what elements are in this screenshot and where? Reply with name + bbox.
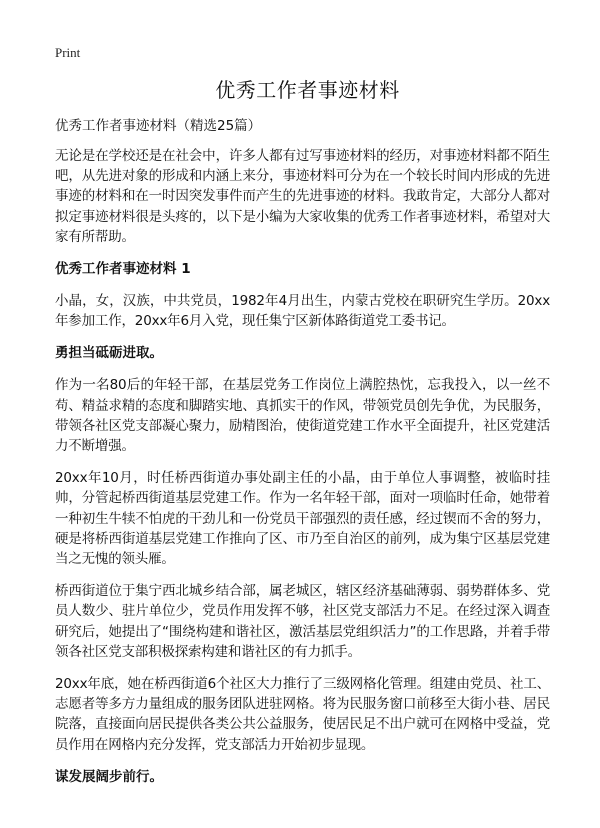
body-paragraph: 20xx年底，她在桥西街道6个社区大力推行了三级网格化管理。组建由党员、社工、志愿者等多方力量组成的服务团队进驻网格。将为民服务窗口前移至大街小巷、居民院落，直接面向居民提供各类公共公益服务，使居民足不出户就可在网格中受益，党员作用在网格内充分发挥，党支部活力开始初步显现。 [55, 676, 550, 753]
body-paragraph: 20xx年10月，时任桥西街道办事处副主任的小晶，由于单位人事调整，被临时挂帅，分管起桥西街道基层党建工作。作为一名年轻干部，面对一项临时任命，她带着一种初生牛犊不怕虎的干劲儿和一份党员干部强烈的责任感，经过锲而不舍的努力，硬是将桥西街道基层党建工作推向了区、市乃至自治区的前列，成为集宁区基层党建当之无愧的领头雁。 [55, 470, 550, 568]
intro-paragraph: 无论是在学校还是在社会中，许多人都有过写事迹材料的经历，对事迹材料都不陌生吧，从先进对象的形成和内涵上来分，事迹材料可分为在一个较长时间内形成的先进事迹的材料和在一时因突发事件而产生的先进事迹的材料。我敢肯定，大部分人都对拟定事迹材料很是头疼的，以下是小编为大家收集的优秀工作者事迹材料，希望对大家有所帮助。 [55, 148, 550, 245]
document-page [55, 44, 550, 799]
body-paragraph: 小晶，女，汉族，中共党员，1982年4月出生，内蒙古党校在职研究生学历。20xx年参加工作，20xx年6月入党，现任集宁区新体路街道党工委书记。 [55, 293, 550, 330]
section-heading: 勇担当砥砺进取。 [55, 345, 163, 362]
section-heading: 优秀工作者事迹材料 1 [55, 261, 191, 278]
body-paragraph: 作为一名80后的年轻干部，在基层党务工作岗位上满腔热忱，忘我投入，以一丝不苟、精益求精的态度和脚踏实地、真抓实干的作风，带领党员创先争优，为民服务，带领各社区党支部凝心聚力，励精图治，使街道党建工作水平全面提升，社区党建活力不断增强。 [55, 377, 550, 455]
body-paragraph: 桥西街道位于集宁西北城乡结合部，属老城区，辖区经济基础薄弱、弱势群体多、党员人数少、驻片单位少，党员作用发挥不够，社区党支部活力不足。在经过深入调查研究后，她提出了“围绕构建和谐社区，激活基层党组织活力”的工作思路，并着手带领各社区党支部积极探索构建和谐社区的有力抓手。 [55, 583, 550, 660]
document-title: 优秀工作者事迹材料 [215, 78, 400, 102]
document-subtitle: 优秀工作者事迹材料（精选25篇） [55, 118, 262, 134]
print-link[interactable]: Print [55, 45, 81, 60]
section-heading: 谋发展阔步前行。 [55, 768, 163, 785]
